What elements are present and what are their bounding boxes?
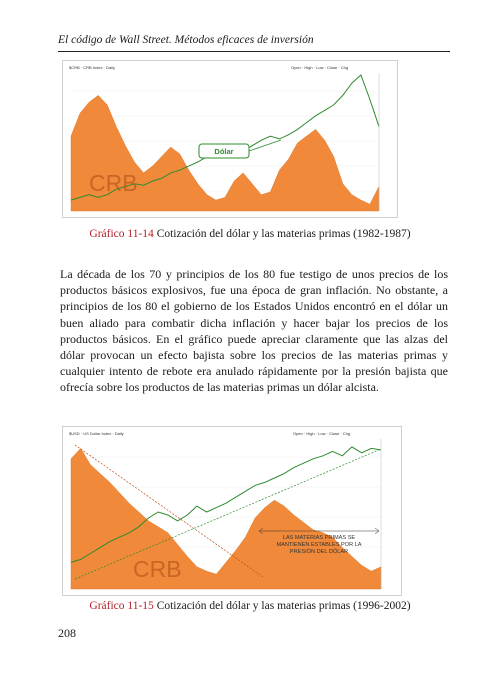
chart2-svg [63, 427, 401, 595]
figure2-number: Gráfico 11-15 [89, 600, 154, 612]
figure2-caption-text: Cotización del dólar y las materias primas (1996-2002) [156, 600, 411, 612]
figure2-caption [60, 600, 440, 612]
svg-text:$USD · US Dollar Index · Daily: $USD · US Dollar Index · Daily [69, 431, 124, 436]
annotation-line-1: LAS MATERIAS PRIMAS SE [282, 535, 356, 541]
chart1-svg [63, 61, 397, 217]
running-header: El código de Wall Street. Métodos eficaces de inversión [58, 34, 314, 46]
body-paragraph: La década de los 70 y principios de los 80 fue testigo de unos precios de los productos básicos explosivos, fue una época de gran inflación. No obstante, a principios de los 80 el gobierno de los Estados Unidos encontró en el dólar un buen aliado para combatir dicha inflación y hacer bajar los precios de los productos básicos. En el gráfico puede apreciar claramente que las alzas del dólar provocan un efecto bajista sobre los precios de las materias primas y cualquier intento de rebote era anulado rápidamente por la presión bajista que ofrecía sobre los productos de las materias primas un dólar alcista. [60, 267, 448, 395]
chart-dollar-crb-1996-2002 [62, 426, 402, 596]
svg-text:Open · High · Low · Close · Ch: Open · High · Low · Close · Chg [293, 431, 351, 436]
crb-label: CRB [89, 170, 138, 196]
dollar-label: Dólar [214, 147, 234, 156]
figure1-caption [60, 228, 440, 240]
figure1-caption-text: Cotización del dólar y las materias primas (1982-1987) [156, 228, 411, 240]
annotation-line-3: PRESIÓN DEL DÓLAR [289, 549, 349, 555]
header-rule [58, 51, 450, 52]
svg-text:$CRB · CRB Index · Daily: $CRB · CRB Index · Daily [69, 65, 116, 70]
figure1-number: Gráfico 11-14 [89, 228, 154, 240]
crb-label: CRB [133, 556, 182, 582]
chart-dollar-crb-1982-1987 [62, 60, 398, 218]
svg-text:Open · High · Low · Close · Ch: Open · High · Low · Close · Chg [291, 65, 349, 70]
annotation-line-2: MANTIENEN ESTABLES POR LA [276, 542, 362, 548]
page-number: 208 [58, 626, 76, 640]
